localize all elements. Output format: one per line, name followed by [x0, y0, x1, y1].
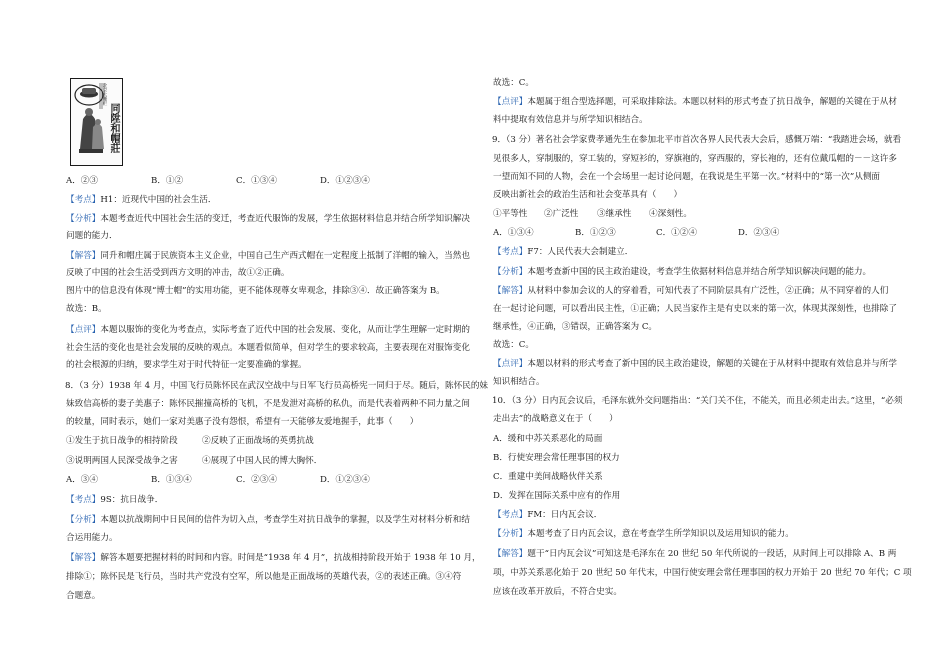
q10-jieda-3: 应该在改革开放后，不符合史实。 — [493, 587, 622, 597]
q9-item-4: ④深刻性。 — [649, 209, 692, 219]
q9-fenxi: 【分析】本题考查新中国的民主政治建设，考查学生依据材料信息并结合所学知识解决问题的能力。 — [493, 267, 872, 277]
q8-stem-2: 妹致信高桥的妻子美惠子：陈怀民摧撞高桥的飞机，不是发泄对高桥的私仇，而是代表着两种不同力量之间 — [66, 399, 470, 409]
q7-dianping-2: 社会生活的变化也是社会发展的反映的观点。本题看似简单，但对学生的要求较高，主要表现在对服饰变化 — [66, 343, 470, 353]
q9-jieda-1: 【解答】从材料中参加会议的人的穿着看，可知代表了不同阶层具有广泛性，②正确；从不同穿着的人们 — [493, 286, 889, 296]
q7-fenxi-2: 问题的能力． — [66, 231, 118, 241]
q10-kaodian: 【考点】FM：日内瓦会议． — [493, 510, 603, 520]
q8-item-2: ②反映了正面战场的英勇抗战 — [202, 436, 314, 446]
q8-fenxi-1: 【分析】本题以抗战期间中日民间的信件为切入点，考查学生对抗日战争的掌握，以及学生对材料分析和结 — [66, 515, 470, 525]
q7-fenxi-1: 【分析】本题考查近代中国社会生活的变迁，考查近代服饰的发展，学生依据材料信息并结合所学知识解决 — [66, 214, 470, 224]
q9-jieda-2: 在一起讨论问题，可以看出民主性，①正确；人民当家作主是有史以来的第一次，体现其深刻性，也排除了 — [493, 304, 897, 314]
q7-jieda-2: 反映了中国的社会生活受到西方文明的冲击，故①②正确。 — [66, 268, 290, 278]
q9-jieda-3: 继承性，④正确，③错误，正确答案为 C。 — [493, 322, 657, 332]
option-a: A．②③ — [66, 176, 98, 186]
option-d: D．①②③④ — [320, 475, 370, 485]
q8-jieda-1: 【解答】解答本题要把握材料的时间和内容。时间是“1938 年 4 月”，抗战相持阶段开始于 1938 年 10 月， — [66, 553, 481, 563]
q9-kaodian: 【考点】F7：人民代表大会制建立． — [493, 247, 634, 257]
q7-jieda-4: 故选：B。 — [66, 304, 107, 314]
q9-stem-1: 9．（3 分）著名社会学家费孝通先生在参加北平市首次各界人民代表大会后，感慨万端：“我踏进会场，就看 — [492, 135, 902, 145]
hat-shop-poster-image — [70, 78, 123, 166]
q10-jieda-2: 项，中苏关系恶化始于 20 世纪 50 年代末，中国行使安理会常任理事国的权力开始于 20 世纪 70 年代；C 项 — [493, 568, 912, 578]
option-c: C．①③④ — [236, 176, 277, 186]
q8-kaodian: 【考点】9S：抗日战争． — [66, 495, 164, 505]
q10-jieda-1: 【解答】题干“日内瓦会议”可知这是毛泽东在 20 世纪 50 年代所说的一段话，从时间上可以排除 A、B 两 — [493, 549, 897, 559]
q8-jieda-2: 排除①；陈怀民是飞行员，当时共产党没有空军，所以他是正面战场的英雄代表，②的表述正确。③④符 — [66, 572, 462, 582]
q8-stem-1: 8．（3 分）1938 年 4 月，中国飞行员陈怀民在武汉空战中与日军飞行员高桥宪一同归于尽。随后，陈怀民的妹 — [65, 381, 489, 391]
q9-stem-3: 一望而知不同的人物，会在一个会场里一起讨论问题，在我说是生平第一次。”材料中的“第一次”从侧面 — [493, 172, 881, 182]
q9-item-3: ③继承性 — [597, 209, 632, 219]
option-a: A．③④ — [66, 475, 98, 485]
option-b: B．①③④ — [151, 475, 192, 485]
q10-stem-2: 走出去”的战略意义在于（ ） — [493, 414, 618, 424]
option-c: C．①②④ — [656, 228, 697, 238]
q9-dianping-1: 【点评】本题以材料的形式考查了新中国的民主政治建设，解题的关键在于从材料中提取有效信息并与所学 — [493, 359, 897, 369]
q10-stem-1: 10．（3 分）日内瓦会议后，毛泽东就外交问题指出：“关门关不住，不能关，而且必须走出去。”这里，“必须 — [492, 396, 903, 406]
q10-option-d: D．发挥在国际关系中应有的作用 — [493, 491, 621, 501]
q10-option-a: A．缓和中苏关系恶化的局面 — [493, 434, 603, 444]
option-b: B．①②③ — [575, 228, 616, 238]
q8-choose: 故选：C。 — [493, 78, 534, 88]
option-c: C．②③④ — [236, 475, 277, 485]
q8-fenxi-2: 合运用能力。 — [66, 533, 118, 543]
q8-dianping-1: 【点评】本题属于组合型选择题，可采取排除法。本题以材料的形式考查了抗日战争，解题的关键在于从材 — [493, 97, 897, 107]
q9-stem-4: 反映出新社会的政治生活和社会变革具有（ ） — [493, 190, 683, 200]
q8-item-1: ①发生于抗日战争的相持阶段 — [66, 436, 178, 446]
q8-item-4: ④展现了中国人民的博大胸怀． — [202, 456, 323, 466]
poster-shop-name: 同陞和帽莊 — [108, 103, 119, 153]
q9-stem-2: 见很多人，穿制服的，穿工装的，穿短衫的，穿旗袍的，穿西服的，穿长袍的，还有位戴瓜帽的－－这许多 — [493, 154, 897, 164]
q9-item-1: ①平等性 — [493, 209, 528, 219]
q9-dianping-2: 知识相结合。 — [493, 377, 545, 387]
q10-option-b: B．行使安理会常任理事国的权力 — [493, 453, 620, 463]
option-a: A．①③④ — [493, 228, 534, 238]
q8-dianping-2: 料中提取有效信息并与所学知识相结合。 — [493, 115, 648, 125]
q7-jieda-3: 图片中的信息没有体现“博士帽”的实用功能，更不能体现尊女卑观念，排除③④．故正确答案为 B。 — [66, 286, 445, 296]
q7-kaodian: 【考点】H1：近现代中国的社会生活． — [66, 195, 217, 205]
q10-fenxi: 【分析】本题考查了日内瓦会议，意在考查学生所学知识以及运用知识的能力。 — [493, 529, 794, 539]
option-d: D．①②③④ — [320, 176, 370, 186]
q8-stem-3: 的较量，同时表示，她们一家对美惠子没有怨恨，希望有一天能够友爱地握手，此事（ ） — [66, 417, 419, 427]
poster-small-text: 北京大栅栏 — [102, 83, 107, 106]
q9-choose: 故选：C。 — [493, 340, 534, 350]
q7-jieda-1: 【解答】同升和帽庄属于民族资本主义企业，中国自己生产西式帽在一定程度上抵制了洋帽的输入，当然也 — [66, 251, 470, 261]
option-b: B．①② — [151, 176, 184, 186]
q9-item-2: ②广泛性 — [544, 209, 579, 219]
q8-item-3: ③说明两国人民深受战争之害 — [66, 456, 178, 466]
q10-option-c: C．重建中美间战略伙伴关系 — [493, 472, 603, 482]
q7-dianping-3: 的社会根源的归纳，要求学生对于时代特征一定要准确的掌握。 — [66, 360, 307, 370]
q8-jieda-3: 合题意。 — [66, 591, 101, 601]
option-d: D．②③④ — [738, 228, 780, 238]
q7-dianping-1: 【点评】本题以服饰的变化为考查点，实际考查了近代中国的社会发展、变化，从而让学生理解一定时期的 — [66, 325, 470, 335]
